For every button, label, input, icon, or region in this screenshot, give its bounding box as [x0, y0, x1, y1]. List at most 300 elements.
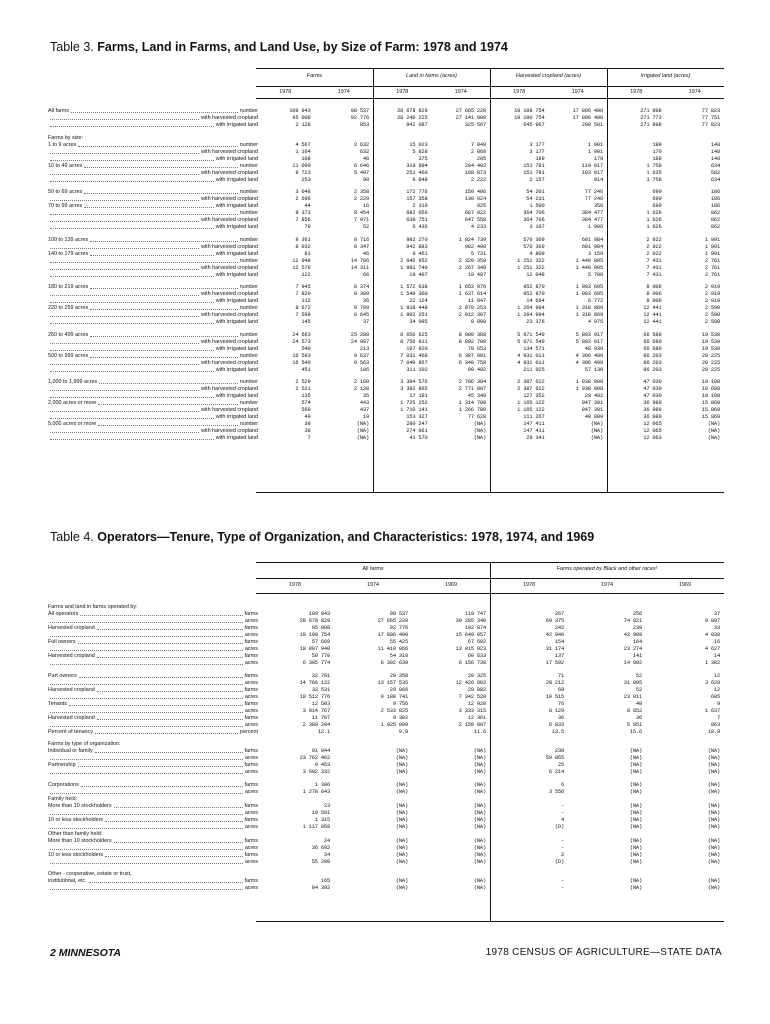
table3-cell: 188 — [652, 141, 662, 148]
row-lead-label: 260 to 499 acres — [48, 331, 89, 338]
table3-row-label — [48, 115, 258, 122]
table3-cell: 4 809 — [529, 250, 545, 257]
table3-cell: 204 402 — [464, 162, 486, 169]
table3-cell: 8 006 — [646, 284, 662, 290]
row-sub-label: with irrigated land — [215, 319, 258, 325]
table3-cell: (NA) — [473, 421, 486, 427]
row-lead-label: Farms and land in farms operated by: — [48, 604, 138, 610]
table4-cell: (NA) — [395, 748, 408, 754]
table4-cell: 37 — [713, 611, 720, 617]
table4-cell: 10 512 776 — [299, 693, 330, 700]
table4-cell: 13 015 923 — [455, 646, 486, 652]
leader-dots — [50, 859, 243, 864]
table3-cell: 271 773 — [640, 115, 662, 121]
table4-cell: 10 897 940 — [299, 646, 330, 652]
table3-row-label — [48, 108, 258, 115]
table3-cell: 2 160 — [353, 379, 369, 385]
row-lead-label: institutional, etc. — [48, 878, 87, 884]
table3-cell: 11 047 — [467, 298, 486, 304]
table3-cell: 1 901 — [587, 148, 603, 155]
table4-row-label — [48, 769, 258, 776]
table4-row-label — [48, 817, 258, 824]
table3-value-column — [490, 108, 545, 448]
table4-cell: 17 592 — [545, 660, 564, 666]
table4-cell — [646, 831, 720, 838]
table3-cell: 179 — [593, 155, 603, 162]
table4-cell: 6 392 639 — [380, 660, 408, 666]
table3-row-label — [48, 379, 258, 386]
table3-cell: (NA) — [590, 421, 603, 427]
table3-cell: 77 620 — [467, 414, 486, 420]
table3-value-column — [607, 108, 662, 448]
table4-cell: (NA) — [707, 762, 720, 768]
table4-cell — [568, 871, 642, 878]
table3-cell: (NA) — [473, 428, 486, 434]
table3-cell: 208 501 — [581, 122, 603, 128]
table4-cell — [412, 871, 486, 878]
table3-cell: 942 087 — [406, 122, 428, 128]
table4-cell: 25 — [557, 762, 564, 768]
table4-year-header: 1978 — [523, 582, 535, 588]
table4-cell: (NA) — [629, 837, 642, 844]
table4-cell: 605 — [710, 693, 720, 700]
table3-cell — [373, 135, 428, 142]
table3-cell: 25 280 — [350, 331, 369, 338]
table3-row-label — [48, 142, 258, 149]
row-sub-label: with harvested cropland — [201, 196, 258, 202]
table3-cell: 8 656 625 — [400, 331, 428, 338]
table3-cell — [666, 135, 721, 142]
table3-cell: 1 165 122 — [517, 407, 545, 413]
table3-cell: 188 — [652, 155, 662, 162]
table3-row-label — [48, 170, 258, 177]
table3-cell: 2 529 — [295, 379, 311, 385]
table4-row-group — [48, 604, 258, 667]
table3-cell: 8 723 — [295, 169, 311, 176]
table3-cell: 6 772 — [587, 298, 603, 304]
table3-cell: 81 — [304, 250, 311, 257]
table4-row-group — [48, 673, 258, 736]
table4-title — [50, 530, 594, 544]
table3-cell: 7 431 — [646, 271, 662, 278]
leader-dots — [50, 632, 243, 637]
row-sub-label: number — [239, 331, 258, 338]
table4-cell: 74 021 — [623, 618, 642, 624]
row-sub-label: number — [239, 236, 258, 243]
table3-cell: 153 327 — [406, 414, 428, 420]
table3-cell: 205 — [476, 155, 486, 162]
table4-cell: 54 318 — [389, 653, 408, 659]
table3-cell: 19 190 754 — [514, 115, 545, 121]
table4-cell — [568, 741, 642, 748]
table3-cell: 9 563 — [353, 359, 369, 366]
table3-row-label — [48, 189, 258, 196]
table4-row-label — [48, 715, 258, 722]
table4-cell: 11.6 — [473, 728, 486, 735]
table3-row-label — [48, 367, 258, 374]
table4-cell: 60 633 — [467, 653, 486, 659]
table4-cell: (NA) — [707, 823, 720, 830]
table4-cell: 7 342 520 — [458, 693, 486, 700]
table3-cell: 7 431 — [646, 257, 662, 264]
table3-cell: 17 896 490 — [572, 108, 603, 114]
table4-cell — [490, 741, 564, 748]
row-sub-label: with harvested cropland — [201, 312, 258, 318]
table3-row-label — [48, 319, 258, 326]
row-sub-label: number — [239, 141, 258, 148]
table4-cell: (NA) — [629, 816, 642, 823]
row-sub-label: acres — [244, 823, 258, 830]
row-sub-label: number — [239, 400, 258, 406]
leader-dots — [50, 414, 214, 419]
table4-cell: (NA) — [395, 844, 408, 851]
leader-dots — [50, 407, 199, 412]
table3-cell: 15 869 — [701, 414, 720, 420]
table3-cell: 12 065 — [643, 428, 662, 434]
table3-cell: 36 989 — [643, 407, 662, 413]
table4-cell: (NA) — [395, 762, 408, 768]
table3-cell: 20 225 — [701, 366, 720, 373]
table3-cell: 687 922 — [464, 210, 486, 216]
table3-row-label — [48, 244, 258, 251]
table3-cell: 1 626 — [646, 210, 662, 216]
leader-dots — [50, 312, 199, 317]
table4-cell: 27 665 220 — [377, 618, 408, 624]
table4-cell: 110 747 — [464, 611, 486, 617]
table3-cell: 7 031 468 — [400, 352, 428, 359]
table4-cell: 3 628 — [704, 679, 720, 686]
table3-cell: 130 924 — [464, 196, 486, 202]
row-lead-label: 1 to 9 acres — [48, 141, 77, 148]
table3-cell: 7 971 — [353, 217, 369, 223]
table4-cell — [334, 871, 408, 878]
table3-cell: 3 048 — [295, 189, 311, 195]
row-lead-label: All farms — [48, 108, 69, 114]
row-sub-label: with irrigated land — [215, 271, 258, 278]
table4-cell: (NA) — [473, 851, 486, 858]
table3-cell: 2 046 952 — [400, 257, 428, 264]
row-lead-label: Individual or family — [48, 748, 93, 754]
row-sub-label: acres — [244, 679, 258, 686]
leader-dots — [114, 838, 243, 843]
table3-value-column — [432, 108, 487, 448]
table4-cell: (NA) — [629, 878, 642, 884]
table3-row-label — [48, 284, 258, 291]
table3-cell: 77 246 — [584, 196, 603, 202]
table3-cell: 1 938 008 — [575, 379, 603, 385]
table3-cell: 384 477 — [581, 217, 603, 223]
table3-cell: 103 817 — [581, 169, 603, 176]
table3-cell: 106 — [359, 366, 369, 373]
table3-row-label — [48, 421, 258, 428]
table3-cell: 148 — [710, 141, 720, 148]
table3-cell: 86 203 — [643, 366, 662, 373]
table4-cell: 29 358 — [389, 672, 408, 679]
table3-cell: 2 267 348 — [458, 264, 486, 271]
table3-cell: (NA) — [356, 435, 369, 441]
table3-header-farms: Farms — [306, 73, 323, 79]
table4-cell: 31 895 — [623, 679, 642, 686]
table3-cell: 2 922 — [646, 236, 662, 243]
row-sub-label: acres — [244, 707, 258, 714]
table4-row-label — [48, 687, 258, 694]
table4-cell: 256 — [632, 611, 642, 617]
table4-cell: 3 333 315 — [458, 707, 486, 714]
table3-year-header: 1974 — [337, 89, 350, 95]
row-sub-label: acres — [244, 844, 258, 851]
leader-dots — [84, 203, 214, 208]
table4-cell: 18.9 — [707, 728, 720, 735]
table4-cell: 12 — [713, 672, 720, 679]
table3-cell: 15 869 — [701, 407, 720, 413]
table4-cell: 98 537 — [389, 611, 408, 617]
table3-cell: 1 758 — [646, 176, 662, 183]
table4-year-header: 1978 — [289, 582, 301, 588]
table4-cell: 11 707 — [311, 714, 330, 721]
table4-cell: 40 — [635, 700, 642, 707]
table3-cell: 1 449 895 — [575, 264, 603, 271]
table3-row-labels — [48, 108, 258, 448]
table3-cell: 1 548 360 — [400, 291, 428, 297]
row-lead-label: Harvested cropland — [48, 686, 95, 693]
table3-cell: 37 — [362, 319, 369, 325]
table4-cell: (NA) — [629, 748, 642, 754]
table3-cell: 157 358 — [406, 196, 428, 202]
table3-cell: 2 358 — [353, 189, 369, 195]
table4-cell: 19 591 — [311, 809, 330, 816]
table3-cell: 2 387 622 — [517, 379, 545, 385]
table3-cell: 90 — [362, 176, 369, 183]
table4-cell: (NA) — [395, 755, 408, 761]
table3-cell: 2 761 — [704, 271, 720, 278]
table4-row-label — [48, 639, 258, 646]
table4-cell: 1 382 — [704, 660, 720, 666]
table3-cell — [315, 135, 370, 142]
table4-cell: 36 — [557, 714, 564, 721]
table3-cell: 952 870 — [523, 291, 545, 297]
leader-dots — [90, 353, 238, 358]
leader-dots — [50, 824, 243, 829]
table3-cell: (NA) — [707, 428, 720, 434]
leader-dots — [90, 332, 238, 337]
table4-row-label — [48, 789, 258, 796]
table3-cell: (NA) — [473, 435, 486, 441]
table4-cell — [646, 741, 720, 748]
table4-cell: (NA) — [473, 885, 486, 891]
table3-header-land: Land in farms (acres) — [406, 73, 457, 79]
row-lead-label: Partnership — [48, 762, 76, 768]
leader-dots — [89, 878, 243, 883]
row-lead-label: 180 to 219 acres — [48, 284, 89, 290]
table3-row-group — [48, 284, 258, 326]
leader-dots — [97, 715, 243, 720]
leader-dots — [50, 224, 214, 229]
table3-cell: 2 590 — [704, 319, 720, 325]
table3-cell: 645 967 — [523, 122, 545, 128]
table3-row-label — [48, 251, 258, 258]
leader-dots — [50, 149, 199, 154]
table4-cell: 3 602 332 — [302, 769, 330, 775]
table3-cell: 148 — [710, 148, 720, 155]
table3-row-label — [48, 203, 258, 210]
table4-cell: 15.6 — [629, 728, 642, 735]
table3-cell: 11 090 — [292, 162, 311, 169]
leader-dots — [78, 142, 238, 147]
table4-cell: (NA) — [473, 844, 486, 851]
table4-cell: 15 649 057 — [455, 632, 486, 638]
table3-cell: 47 030 — [643, 379, 662, 385]
table4-cell: 137 — [554, 653, 564, 659]
table3-cell: 20 225 — [701, 359, 720, 366]
table3-value-column — [666, 108, 721, 448]
table3-cell: 16 593 — [292, 352, 311, 359]
table3-cell: 8 645 — [353, 312, 369, 318]
table3-cell: 853 — [359, 122, 369, 128]
table3-cell: 252 460 — [406, 169, 428, 176]
table3-cell: 325 567 — [464, 122, 486, 128]
table3-cell: 311 102 — [406, 366, 428, 373]
table3-cell: 9 461 — [412, 250, 428, 257]
table4-cell: 9 756 — [392, 700, 408, 707]
table3-cell: 5 731 — [470, 250, 486, 257]
table3-cell: 2 786 394 — [458, 379, 486, 385]
table4-cell: - — [560, 878, 564, 884]
table4-cell: 1 396 — [314, 781, 330, 788]
table4-cell: (NA) — [395, 769, 408, 775]
table4-cell: 14 766 122 — [299, 679, 330, 686]
table3-cell: 39 — [304, 421, 311, 427]
table4-cell: - — [560, 802, 564, 809]
leader-dots — [50, 122, 214, 127]
table3-cell: 1 991 — [704, 243, 720, 250]
row-sub-label: acres — [244, 858, 258, 865]
table3-cell: 2 590 — [704, 305, 720, 311]
table4-cell: 3 556 — [548, 788, 564, 795]
table3-cell: 7 856 — [295, 217, 311, 223]
table4-row-label — [48, 859, 258, 866]
table3-row-label — [48, 435, 258, 442]
table3-cell: 2 761 — [704, 264, 720, 271]
table3-cell: 8 006 — [646, 298, 662, 304]
leader-dots — [105, 817, 242, 822]
table4-cell: (NA) — [395, 788, 408, 795]
table3-cell: 66 689 — [643, 331, 662, 338]
row-sub-label: acres — [244, 809, 258, 816]
table3-cell: 45 349 — [467, 393, 486, 399]
row-sub-label: with harvested cropland — [201, 407, 258, 413]
table4-cell: 9 — [716, 700, 720, 707]
table4-cell: 238 — [554, 748, 564, 754]
table4-row-label — [48, 878, 258, 885]
table3-cell: 1 637 614 — [458, 291, 486, 297]
table3-cell: 3 392 865 — [400, 386, 428, 392]
table3-cell: 12 065 — [643, 421, 662, 427]
table3-cell: 8 032 — [295, 243, 311, 250]
table3-cell: 38 — [304, 428, 311, 434]
row-sub-label: farms — [244, 625, 258, 631]
leader-dots — [84, 189, 238, 194]
row-lead-label: 2,000 acres or more — [48, 400, 97, 406]
table3-cell: 1 758 — [646, 162, 662, 169]
table4-cell: 55 298 — [311, 858, 330, 865]
table3-cell: 134 571 — [523, 345, 545, 352]
table3-cell: 54 201 — [526, 189, 545, 195]
table4-cell: 12 426 002 — [455, 679, 486, 686]
table4-cell: 20 325 — [467, 672, 486, 679]
leader-dots — [50, 156, 214, 161]
table4-row-label — [48, 755, 258, 762]
table3-cell: 7 820 — [295, 291, 311, 297]
table3-cell: 2 521 — [295, 386, 311, 392]
table3-cell: 1 251 322 — [517, 257, 545, 264]
table3-cell: 46 — [362, 250, 369, 257]
leader-dots — [105, 852, 242, 857]
table3-cell: 7 049 867 — [400, 359, 428, 366]
table4-cell: 23 274 — [623, 646, 642, 652]
table4-cell: (NA) — [395, 858, 408, 865]
table3-cell: 109 943 — [289, 108, 311, 114]
table3-row-group — [48, 237, 258, 279]
row-sub-label: acres — [244, 721, 258, 728]
footer-state: 2 MINNESOTA — [50, 947, 121, 959]
table3-cell: 90 492 — [467, 366, 486, 373]
table4-cell: (NA) — [473, 858, 486, 865]
table3-cell: 1 635 — [646, 169, 662, 176]
table3-cell: 24 573 — [292, 338, 311, 345]
leader-dots — [50, 339, 199, 344]
table3-cell: 1 901 — [587, 141, 603, 148]
leader-dots — [50, 360, 199, 365]
table3-cell: 2 919 — [704, 298, 720, 304]
table3-cell: 44 — [304, 203, 311, 209]
table4-cell: (NA) — [473, 823, 486, 830]
leader-dots — [50, 244, 199, 249]
table3-cell: 1 938 008 — [575, 386, 603, 392]
table3-cell: 6 646 — [353, 162, 369, 169]
table4-cell: 2 159 807 — [458, 721, 486, 728]
row-lead-label: 100 to 139 acres — [48, 236, 89, 243]
table3-cell: 2 157 — [529, 176, 545, 183]
leader-dots — [90, 305, 238, 310]
leader-dots — [50, 789, 243, 794]
row-lead-label: Family held: — [48, 795, 78, 802]
table3-cell: 280 247 — [406, 421, 428, 427]
row-sub-label: acres — [244, 646, 258, 652]
table4-cell: 76 — [557, 700, 564, 707]
table4-cell: 34 — [323, 851, 330, 858]
table3-cell: 7 945 — [295, 284, 311, 290]
table3-row-group — [48, 189, 258, 231]
table4-row-group — [48, 871, 258, 892]
table4-cell — [490, 604, 564, 611]
table3-row-label — [48, 386, 258, 393]
leader-dots — [50, 346, 214, 351]
table4-cell: 1 925 099 — [380, 721, 408, 728]
table3-cell: 364 706 — [523, 217, 545, 223]
table3-cell: 1 165 122 — [517, 400, 545, 406]
row-lead-label: 70 to 99 acres — [48, 203, 83, 209]
leader-dots — [97, 625, 243, 630]
table3-year-header: 1978 — [630, 89, 643, 95]
table4-cell: (NA) — [395, 802, 408, 809]
table3-cell: 8 848 — [412, 176, 428, 183]
table3-year-header: 1978 — [279, 89, 292, 95]
table4-cell: 23 762 462 — [299, 755, 330, 761]
table3-cell: 12 441 — [643, 305, 662, 311]
table4-cell: 4 030 — [704, 632, 720, 638]
table4-cell: (NA) — [473, 788, 486, 795]
table4-cell — [568, 604, 642, 611]
